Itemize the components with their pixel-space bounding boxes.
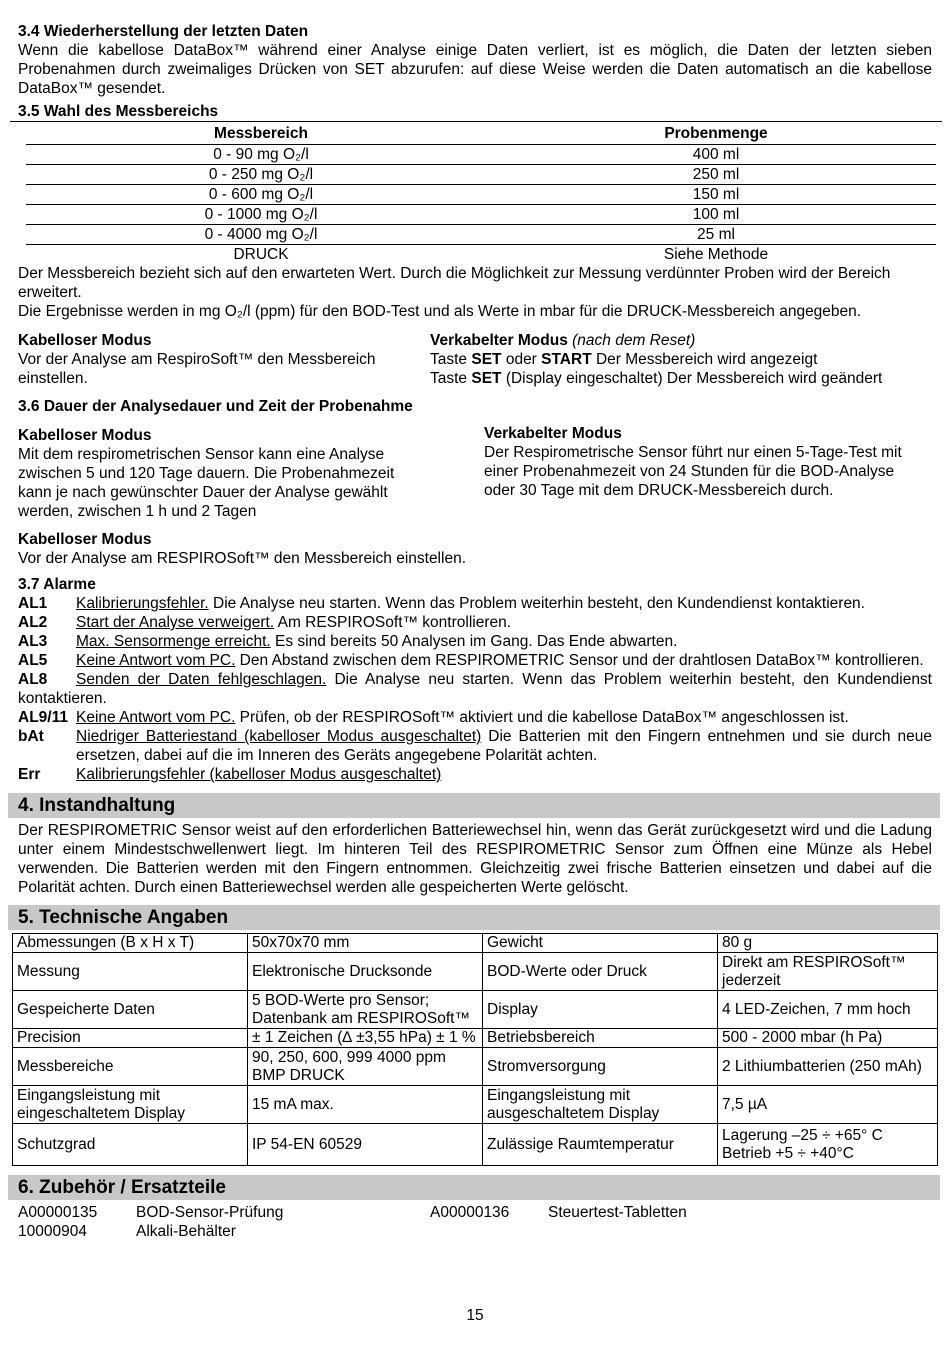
cell: Direkt am RESPIROSoft™ jederzeit: [718, 953, 938, 991]
wired-mode-note: (nach dem Reset): [572, 332, 696, 349]
table-row: [26, 225, 936, 245]
cell: Gespeicherte Daten: [13, 991, 248, 1029]
table-row: [13, 1029, 938, 1048]
section-6-title: 6. Zubehör / Ersatzteile: [8, 1175, 940, 1200]
wireless-mode-text: Vor der Analyse am RespiroSoft™ den Messbereich einstellen.: [18, 351, 376, 387]
cell: 0 - 90 mg O₂/l: [26, 145, 496, 165]
wired-duration-title: Verkabelter Modus: [484, 425, 622, 442]
cell: Messbereiche: [13, 1048, 248, 1086]
cell: 0 - 4000 mg O₂/l: [26, 225, 496, 245]
list-item: [18, 1222, 932, 1241]
duration-columns: [18, 426, 932, 521]
alarm-item: AL2 Start der Analyse verweigert. Am RESPIROSoft™ kontrollieren.: [18, 614, 512, 631]
wireless-2-text: Vor der Analyse am RESPIROSoft™ den Messbereich einstellen.: [18, 550, 466, 567]
cell: Schutzgrad: [13, 1124, 248, 1166]
cell: Abmessungen (B x H x T): [13, 934, 248, 953]
cell: 7,5 µA: [718, 1086, 938, 1124]
cell: 80 g: [718, 934, 938, 953]
cell: BOD-Werte oder Druck: [483, 953, 718, 991]
cell: Elektronische Drucksonde: [248, 953, 483, 991]
cell: Precision: [13, 1029, 248, 1048]
cell: DRUCK: [233, 246, 289, 263]
wired-line-2: Taste SET (Display eingeschaltet) Der Messbereich wird geändert: [430, 370, 883, 387]
wireless-2-title: Kabelloser Modus: [18, 531, 152, 548]
part-code: 10000904: [18, 1223, 87, 1240]
alarm-item: AL8 Senden der Daten fehlgeschlagen. Die Analyse neu starten. Wenn das Problem weiterhin besteht, den Kundendienst kontaktieren.: [18, 671, 932, 707]
wired-duration-text: Der Respirometrische Sensor führt nur einen 5-Tage-Test mit einer Probenahmezeit von 24 Stunden für die BOD-Analyse oder 30 Tage mit dem DRUCK-Messbereich durch.: [484, 444, 902, 499]
section-3-6-title: 3.6 Dauer der Analysedauer und Zeit der Probenahme: [18, 398, 413, 415]
part-name: BOD-Sensor-Prüfung: [136, 1204, 284, 1221]
cell: 50x70x70 mm: [248, 934, 483, 953]
cell: 0 - 600 mg O₂/l: [26, 185, 496, 205]
cell: 90, 250, 600, 999 4000 ppm BMP DRUCK: [248, 1048, 483, 1086]
table-row: [26, 185, 936, 205]
wireless-duration-text: Mit dem respirometrischen Sensor kann eine Analyse zwischen 5 und 120 Tage dauern. Die Probenahmezeit kann je nach gewünschter Dauer der Analyse gewählt werden, zwischen 1 h und 2 Tagen: [18, 446, 395, 520]
cell: 4 LED-Zeichen, 7 mm hoch: [718, 991, 938, 1029]
col-header-range: Messbereich: [26, 122, 496, 145]
cell: Eingangsleistung mit ausgeschaltetem Display: [483, 1086, 718, 1124]
wireless-duration-title: Kabelloser Modus: [18, 427, 152, 444]
alarm-item: AL1 Kalibrierungsfehler. Die Analyse neu starten. Wenn das Problem weiterhin besteht, den Kundendienst kontaktieren.: [18, 595, 865, 612]
cell: 400 ml: [496, 145, 936, 165]
table-row: [13, 1048, 938, 1086]
alarm-item: bAt Niedriger Batteriestand (kabelloser Modus ausgeschaltet) Die Batterien mit den Fingern entnehmen und sie durch neue ersetzen, dabei auf die im Inneren des Geräts angegebene Polarität achten.: [18, 728, 932, 764]
alarm-item: Err Kalibrierungsfehler (kabelloser Modus ausgeschaltet): [18, 766, 442, 783]
cell: Display: [483, 991, 718, 1029]
list-item: [18, 1203, 932, 1222]
section-4-title: 4. Instandhaltung: [8, 793, 940, 818]
cell: 150 ml: [496, 185, 936, 205]
spec-table: [12, 933, 938, 1166]
section-4-text: Der RESPIROMETRIC Sensor weist auf den erforderlichen Batteriewechsel hin, wenn das Gerät zurückgesetzt wird und die Ladung unter einem Mindestschwellenwert liegt. Im hinteren Teil des RESPIROMETRIC Sensor zum Öffnen eine Münze als Hebel verwenden. Die Batterien werden mit den Fingern entnommen. Gleichzeitig zwei frische Batterien einsetzen und dabei auf die Polarität achten. Durch einen Batteriewechsel werden alle gespeicherten Werte gelöscht.: [18, 822, 932, 896]
cell: Gewicht: [483, 934, 718, 953]
table-row: [26, 165, 936, 185]
range-note-1: Der Messbereich bezieht sich auf den erwarteten Wert. Durch die Möglichkeit zur Messung verdünnter Proben wird der Bereich erweitert.: [18, 265, 891, 301]
cell: 0 - 1000 mg O₂/l: [26, 205, 496, 225]
table-row: [26, 205, 936, 225]
section-3-4-title: 3.4 Wiederherstellung der letzten Daten: [18, 23, 309, 40]
section-3-4-text: Wenn die kabellose DataBox™ während einer Analyse einige Daten verliert, ist es möglich, die Daten der letzten sieben Probenahmen durch zweimaliges Drücken von SET abzurufen: auf diese Weise werden die Daten automatisch an die kabellose DataBox™ gesendet.: [18, 42, 932, 97]
section-5-title: 5. Technische Angaben: [8, 905, 940, 930]
cell: 15 mA max.: [248, 1086, 483, 1124]
page-number: 15: [466, 1307, 484, 1324]
document-page: [18, 22, 932, 1241]
cell: Zulässige Raumtemperatur: [483, 1124, 718, 1166]
wired-mode-title: Verkabelter Modus: [430, 332, 568, 349]
table-row: [13, 934, 938, 953]
alarm-list: [18, 594, 932, 784]
cell: 100 ml: [496, 205, 936, 225]
table-row: [26, 245, 936, 265]
table-row: [13, 953, 938, 991]
cell: 5 BOD-Werte pro Sensor; Datenbank am RESPIROSoft™: [248, 991, 483, 1029]
part-code: A00000136: [430, 1204, 510, 1221]
cell: ± 1 Zeichen (∆ ±3,55 hPa) ± 1 %: [248, 1029, 483, 1048]
alarm-item: AL9/11 Keine Antwort vom PC. Prüfen, ob der RESPIROSoft™ aktiviert und die kabellose DataBox™ angeschlossen ist.: [18, 709, 849, 726]
cell: IP 54-EN 60529: [248, 1124, 483, 1166]
part-code: [430, 1222, 548, 1241]
cell: Eingangsleistung mit eingeschaltetem Display: [13, 1086, 248, 1124]
section-3-7-title: 3.7 Alarme: [18, 576, 96, 593]
section-3-5-title: 3.5 Wahl des Messbereichs: [18, 103, 219, 120]
cell: Stromversorgung: [483, 1048, 718, 1086]
accessory-list: [18, 1203, 932, 1241]
cell: Messung: [13, 953, 248, 991]
wireless-mode-title: Kabelloser Modus: [18, 332, 152, 349]
mode-columns: [18, 331, 932, 388]
table-row: [26, 145, 936, 165]
table-row: [13, 1086, 938, 1124]
cell: Lagerung –25 ÷ +65° C Betrieb +5 ÷ +40°C: [718, 1124, 938, 1166]
cell: 0 - 250 mg O₂/l: [26, 165, 496, 185]
table-row: [13, 991, 938, 1029]
alarm-item: AL3 Max. Sensormenge erreicht. Es sind bereits 50 Analysen im Gang. Das Ende abwarten.: [18, 633, 678, 650]
cell: 2 Lithiumbatterien (250 mAh): [718, 1048, 938, 1086]
alarm-item: AL5 Keine Antwort vom PC. Den Abstand zwischen dem RESPIROMETRIC Sensor und der drahtlosen DataBox™ kontrollieren.: [18, 652, 924, 669]
col-header-sample: Probenmenge: [496, 122, 936, 145]
cell: Betriebsbereich: [483, 1029, 718, 1048]
cell: 500 - 2000 mbar (h Pa): [718, 1029, 938, 1048]
part-name: Steuertest-Tabletten: [548, 1204, 687, 1221]
wired-line-1: Taste SET oder START Der Messbereich wird angezeigt: [430, 351, 818, 368]
range-table: [26, 122, 936, 264]
part-name: Alkali-Behälter: [136, 1223, 236, 1240]
table-row: [13, 1124, 938, 1166]
cell: 25 ml: [496, 225, 936, 245]
cell: Siehe Methode: [663, 246, 769, 263]
part-code: A00000135: [18, 1204, 98, 1221]
range-note-2: Die Ergebnisse werden in mg O₂/l (ppm) für den BOD-Test und als Werte in mbar für die DRUCK-Messbereich angegeben.: [18, 303, 862, 320]
cell: 250 ml: [496, 165, 936, 185]
